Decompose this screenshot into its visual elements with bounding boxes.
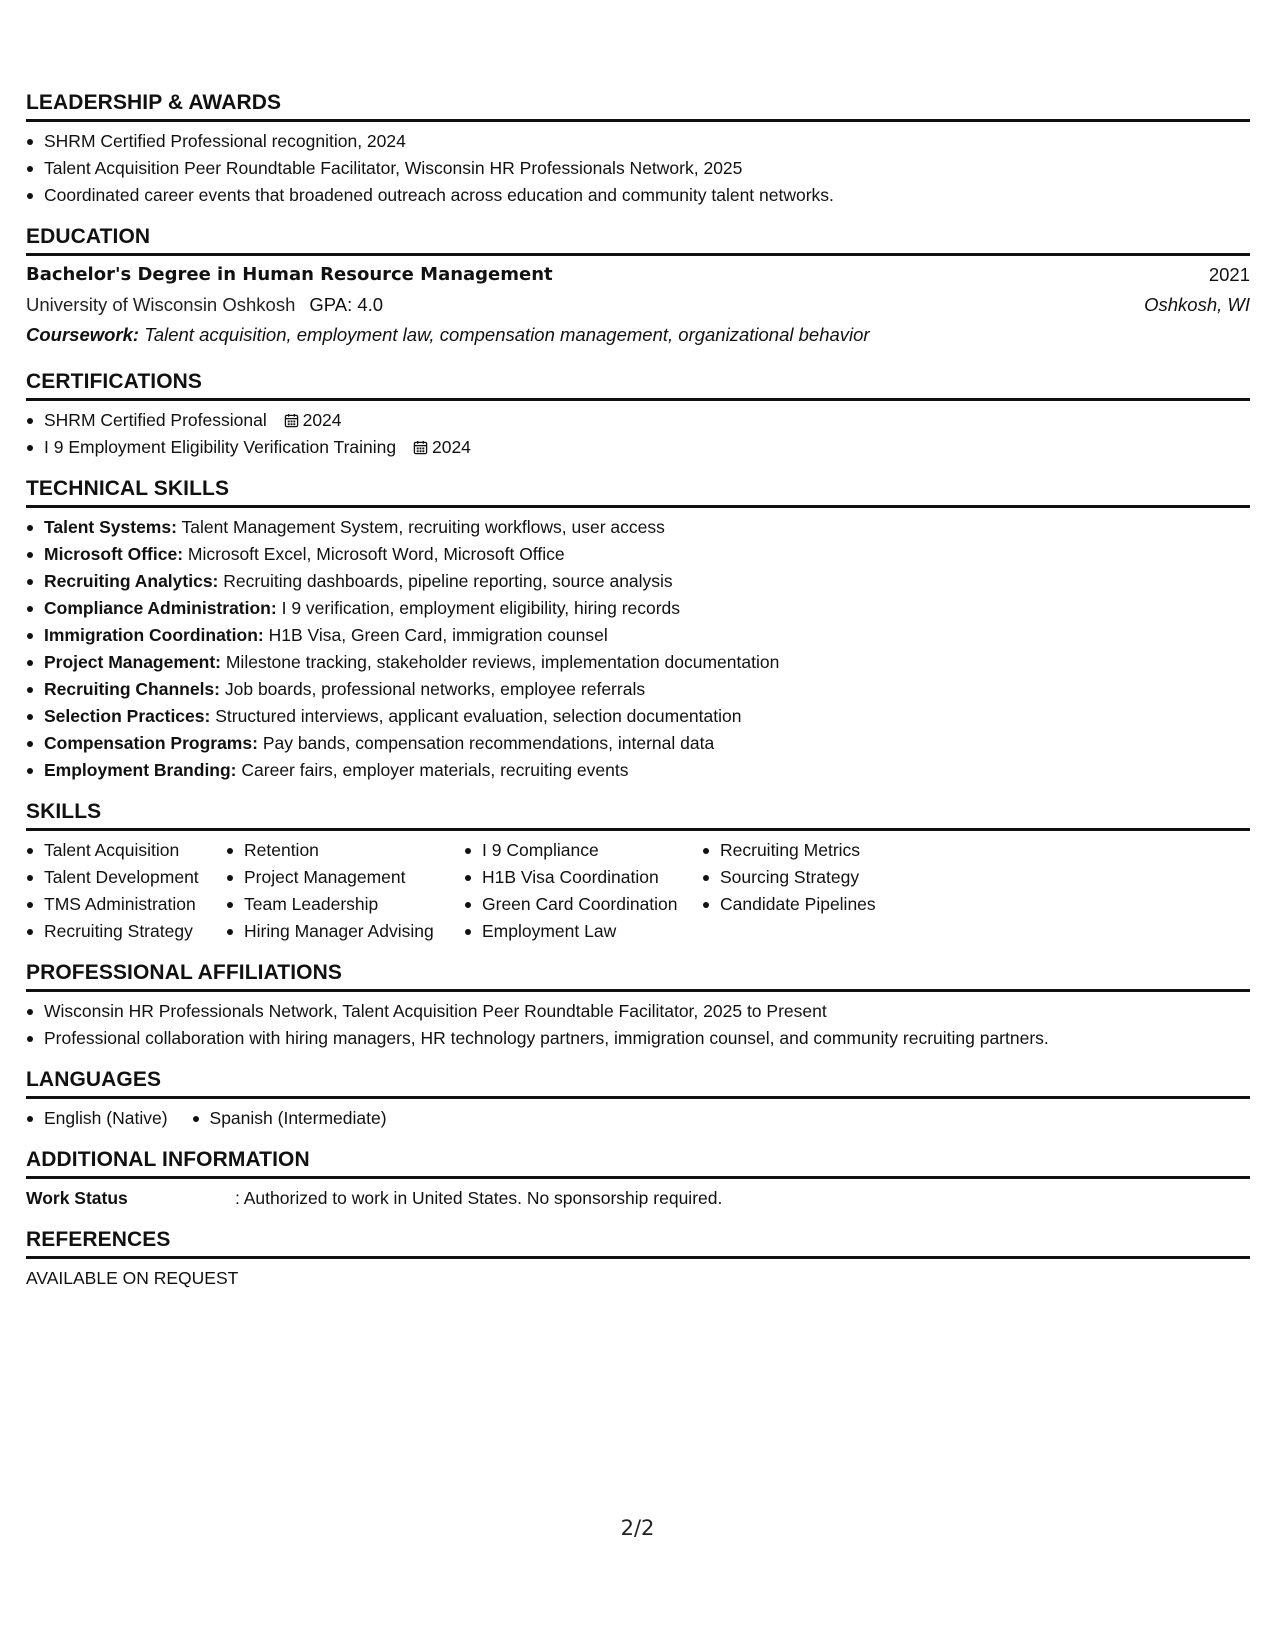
skills-column [702, 837, 942, 945]
leadership-section [26, 91, 1250, 209]
skills-column [226, 837, 464, 945]
certification-name: I 9 Employment Eligibility Verification Training [44, 437, 397, 457]
additional-info-section [26, 1148, 1250, 1212]
skill-label: Project Management: [44, 652, 221, 672]
list-item: English (Native) [26, 1105, 168, 1132]
skill-label: Recruiting Analytics: [44, 571, 219, 591]
calendar-icon [284, 413, 299, 428]
languages-title: LANGUAGES [26, 1068, 1250, 1099]
skill-text: Talent Management System, recruiting workflows, user access [181, 517, 665, 537]
affiliations-list [26, 998, 1250, 1052]
certification-year: 2024 [302, 410, 342, 430]
coursework-label: Coursework: [26, 324, 140, 345]
list-item: Talent Acquisition Peer Roundtable Facilitator, Wisconsin HR Professionals Network, 2025 [26, 155, 1250, 182]
list-item [26, 541, 1250, 568]
list-item: H1B Visa Coordination [464, 864, 702, 891]
list-item: Retention [226, 837, 464, 864]
list-item: Green Card Coordination [464, 891, 702, 918]
list-item: Sourcing Strategy [702, 864, 942, 891]
skills-section [26, 800, 1250, 945]
coursework [26, 320, 1250, 350]
list-item: Talent Development [26, 864, 226, 891]
degree-name: Bachelor's Degree in Human Resource Management [26, 264, 553, 285]
list-item [26, 703, 1250, 730]
skills-column [26, 837, 226, 945]
skill-text: Milestone tracking, stakeholder reviews, implementation documentation [225, 652, 780, 672]
degree-row [26, 260, 1250, 290]
list-item [26, 595, 1250, 622]
gpa: GPA: 4.0 [309, 294, 384, 315]
list-item [26, 407, 1250, 434]
skill-text: Pay bands, compensation recommendations, internal data [262, 733, 715, 753]
list-item [26, 434, 1250, 461]
affiliations-title: PROFESSIONAL AFFILIATIONS [26, 961, 1250, 992]
references-title: REFERENCES [26, 1228, 1250, 1259]
affiliations-section [26, 961, 1250, 1052]
list-item: Spanish (Intermediate) [192, 1105, 387, 1132]
list-item: Talent Acquisition [26, 837, 226, 864]
list-item: Hiring Manager Advising [226, 918, 464, 945]
skill-text: Job boards, professional networks, employee referrals [224, 679, 646, 699]
certifications-section [26, 370, 1250, 461]
list-item: Candidate Pipelines [702, 891, 942, 918]
technical-skills-section [26, 477, 1250, 784]
list-item: Employment Law [464, 918, 702, 945]
work-status-label: Work Status [26, 1188, 128, 1208]
leadership-title: LEADERSHIP & AWARDS [26, 91, 1250, 122]
coursework-text: Talent acquisition, employment law, compensation management, organizational behavior [144, 324, 870, 345]
certifications-title: CERTIFICATIONS [26, 370, 1250, 401]
work-status-row [26, 1185, 1250, 1212]
skill-text: Microsoft Excel, Microsoft Word, Microsoft Office [187, 544, 565, 564]
certification-name: SHRM Certified Professional [44, 410, 267, 430]
work-status-value: : Authorized to work in United States. No sponsorship required. [235, 1188, 723, 1208]
list-item: Coordinated career events that broadened outreach across education and community talent networks. [26, 182, 1250, 209]
skill-text: H1B Visa, Green Card, immigration counsel [268, 625, 608, 645]
additional-info-title: ADDITIONAL INFORMATION [26, 1148, 1250, 1179]
skill-label: Talent Systems: [44, 517, 177, 537]
technical-skills-title: TECHNICAL SKILLS [26, 477, 1250, 508]
references-section [26, 1228, 1250, 1292]
graduation-year: 2021 [1208, 264, 1250, 285]
resume-page [26, 0, 1250, 1292]
technical-skills-list [26, 514, 1250, 784]
list-item [26, 676, 1250, 703]
skill-label: Microsoft Office: [44, 544, 184, 564]
page-number: 2/2 [620, 1516, 655, 1540]
list-item [26, 757, 1250, 784]
list-item: Team Leadership [226, 891, 464, 918]
skill-text: Recruiting dashboards, pipeline reporting, source analysis [223, 571, 673, 591]
leadership-list [26, 128, 1250, 209]
skill-text: Structured interviews, applicant evaluation, selection documentation [215, 706, 742, 726]
list-item: I 9 Compliance [464, 837, 702, 864]
education-section [26, 225, 1250, 350]
list-item: Recruiting Strategy [26, 918, 226, 945]
education-title: EDUCATION [26, 225, 1250, 256]
list-item [26, 622, 1250, 649]
list-item: Recruiting Metrics [702, 837, 942, 864]
list-item [26, 649, 1250, 676]
skills-title: SKILLS [26, 800, 1250, 831]
skill-text: Career fairs, employer materials, recruiting events [241, 760, 629, 780]
languages-list [26, 1105, 411, 1132]
list-item: Wisconsin HR Professionals Network, Talent Acquisition Peer Roundtable Facilitator, 2025 to Present [26, 998, 1250, 1025]
skills-column [464, 837, 702, 945]
skill-label: Employment Branding: [44, 760, 237, 780]
school-row [26, 290, 1250, 320]
list-item: Project Management [226, 864, 464, 891]
skill-label: Recruiting Channels: [44, 679, 220, 699]
list-item: TMS Administration [26, 891, 226, 918]
skill-label: Selection Practices: [44, 706, 211, 726]
list-item: Professional collaboration with hiring managers, HR technology partners, immigration counsel, and community recruiting partners. [26, 1025, 1250, 1052]
skill-label: Compliance Administration: [44, 598, 277, 618]
skill-label: Compensation Programs: [44, 733, 258, 753]
certifications-list [26, 407, 1250, 461]
school-location: Oshkosh, WI [1144, 294, 1250, 315]
languages-section [26, 1068, 1250, 1132]
skill-label: Immigration Coordination: [44, 625, 264, 645]
skill-text: I 9 verification, employment eligibility, hiring records [281, 598, 681, 618]
list-item: SHRM Certified Professional recognition, 2024 [26, 128, 1250, 155]
certification-year: 2024 [431, 437, 471, 457]
references-text: AVAILABLE ON REQUEST [26, 1268, 239, 1288]
school-name: University of Wisconsin Oshkosh [26, 294, 296, 315]
list-item [26, 730, 1250, 757]
calendar-icon [413, 440, 428, 455]
skills-grid [26, 837, 1250, 945]
list-item [26, 568, 1250, 595]
list-item [26, 514, 1250, 541]
